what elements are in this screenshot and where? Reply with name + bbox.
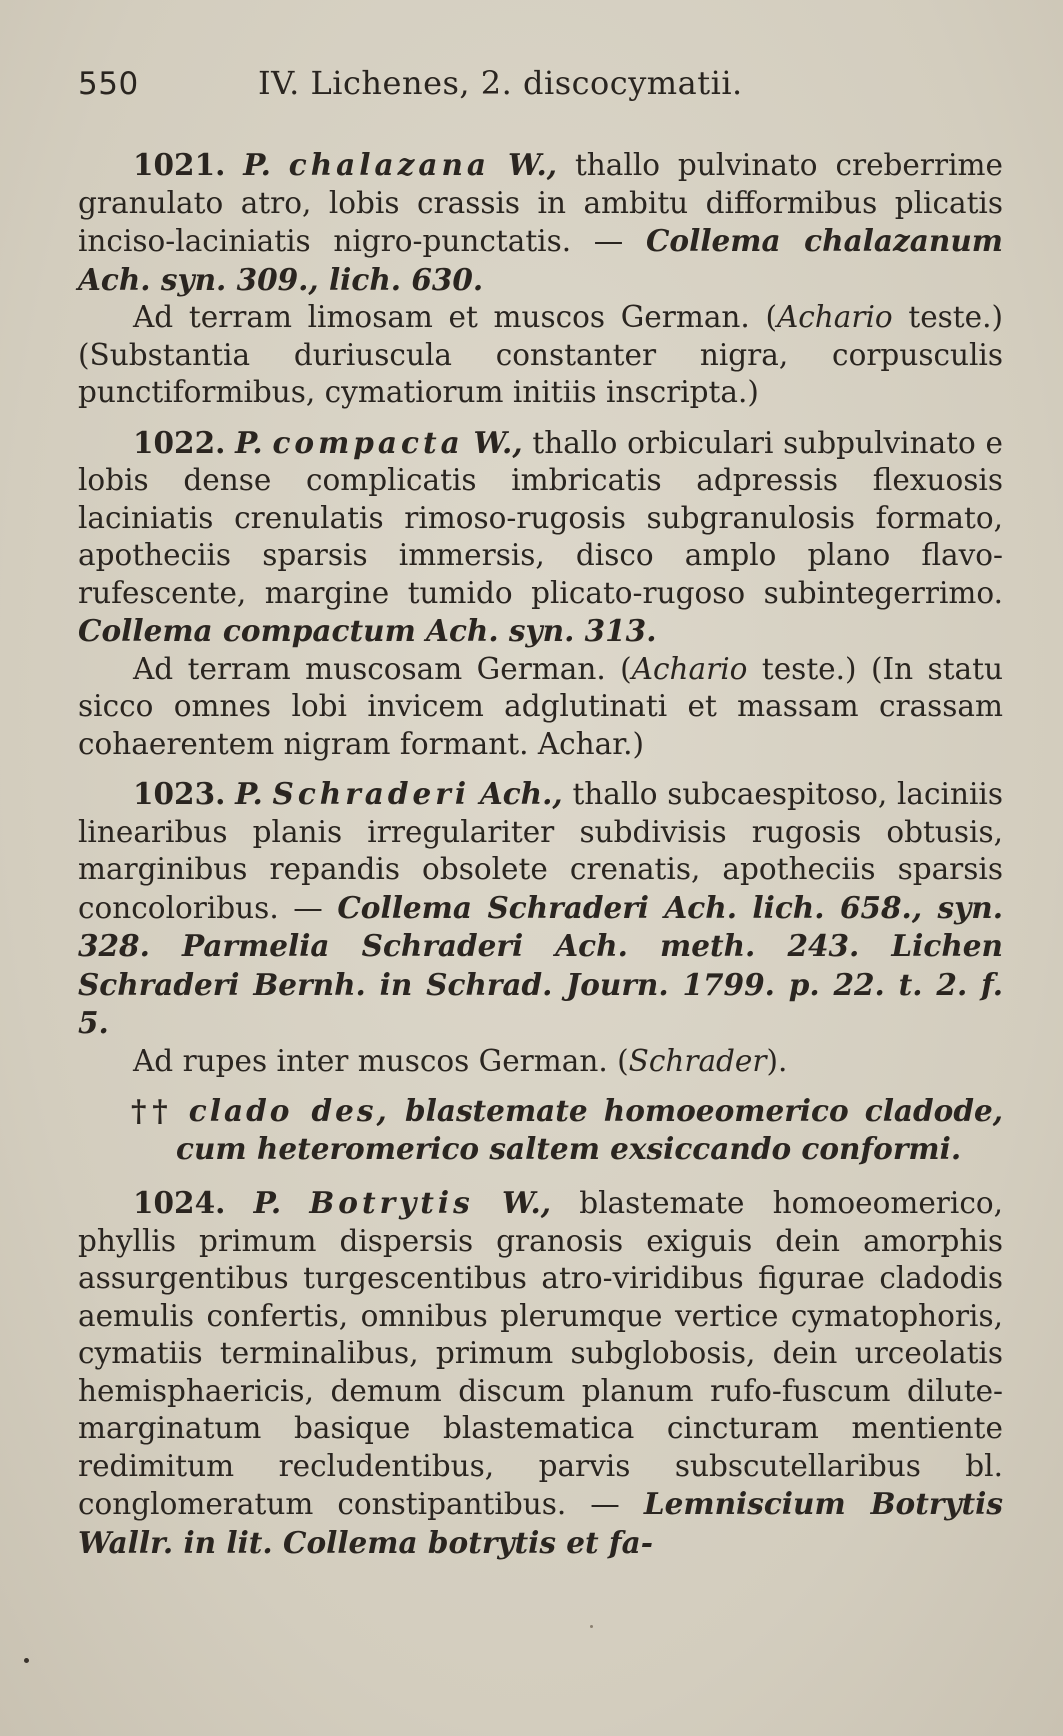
paper-speck: [590, 1625, 593, 1628]
paper-speck: [24, 1658, 29, 1663]
author-abbrev: W.,: [501, 1185, 552, 1220]
author-abbrev: W.,: [473, 424, 523, 460]
habitat-text: Ad terram limosam et muscos German. (: [133, 300, 777, 334]
author-abbrev: W.,: [507, 147, 558, 182]
habitat-1021: [78, 299, 1003, 412]
habitat-source: Schrader: [628, 1043, 767, 1078]
description: blastemate homoeomerico, phyllis primum dispersis granosis exiguis dein amorphis assurgentibus turgescentibus atro-viridibus figurae cladodis aemulis confertis, omnibus plerumque vertice cymatophoris, cymatiis terminalibus, primum subglobosis, dein urceolatis hemisphaericis, demum discum planum rufo-fuscum dilute-marginatum basique blastematica cincturam mentiente redimitum recludentibus, parvis subscutellaribus bl. conglomeratum constipantibus. —: [78, 1186, 1003, 1521]
species-epithet: chalazana: [288, 147, 491, 182]
entry-1021: [78, 146, 1003, 299]
entry-1022: [78, 424, 1003, 651]
habitat-text: Ad rupes inter muscos German. (: [133, 1043, 629, 1078]
page-number: 550: [78, 66, 139, 102]
description: thallo orbiculari subpulvinato e lobis dense complicatis imbricatis adpressis flexuosis laciniatis crenulatis rimoso-rugosis subgranulosis formato, apotheciis sparsis immersis, disco amplo plano flavo-rufescente, margine tumido plicato-rugoso subintegerrimo.: [78, 425, 1003, 610]
entry-number: 1022.: [133, 424, 226, 460]
habitat-text: Ad terram muscosam German. (: [133, 651, 632, 686]
running-head: [78, 64, 1003, 102]
entry-1023: [78, 775, 1003, 1043]
author-abbrev: Ach.,: [479, 776, 563, 811]
genus-abbrev: P.: [235, 776, 263, 811]
habitat-source: Achario: [631, 651, 748, 686]
habitat-1022: [78, 651, 1003, 764]
species-epithet: Botrytis: [309, 1185, 474, 1220]
synonymy: Collema compactum Ach. syn. 313.: [78, 613, 657, 648]
habitat-text-rest: ).: [766, 1043, 788, 1078]
genus-abbrev: P.: [253, 1185, 282, 1220]
genus-abbrev: P.: [243, 147, 271, 182]
species-epithet: compacta: [272, 424, 464, 460]
synonymy: Collema Schraderi Ach. lich. 658., syn. 328. Parmelia Schraderi Ach. meth. 243. Lichen Schraderi Bernh. in Schrad. Journ. 1799. p. 22. t. 2. f. 5.: [78, 889, 1004, 1040]
section-name: clado des,: [188, 1093, 390, 1128]
description: thallo pulvinato creberrime granulato atro, lobis crassis in ambitu difformibus plicatis inciso-laciniatis nigro-punctatis. —: [78, 148, 1003, 258]
habitat-1023: [78, 1043, 1003, 1081]
entry-number: 1024.: [133, 1185, 226, 1220]
synonymy: Collema chalazanum Ach. syn. 309., lich. 630.: [78, 223, 1003, 297]
genus-abbrev: P.: [235, 424, 263, 460]
section-marker: ††: [131, 1093, 174, 1128]
species-epithet: Schraderi: [272, 776, 471, 811]
habitat-text-rest: teste.) (In statu sicco omnes lobi invicem adglutinati et massam crassam cohaerentem nigram formant. Achar.): [78, 651, 1003, 761]
habitat-source: Achario: [776, 300, 893, 334]
section-description: blastemate homoeomerico cladode, cum heteromerico saltem exsiccando conformi.: [176, 1093, 1003, 1166]
entry-number: 1021.: [133, 147, 226, 182]
section-heading: [78, 1092, 1003, 1168]
running-title: IV. Lichenes, 2. discocymatii.: [258, 64, 743, 102]
entry-number: 1023.: [133, 776, 226, 811]
description: thallo subcaespitoso, laciniis linearibus planis irregulariter subdivisis rugosis obtusis, marginibus repandis obsolete crenatis, apotheciis sparsis concoloribus. —: [78, 777, 1003, 925]
entry-1024: [78, 1184, 1003, 1562]
habitat-text-rest: teste.) (Substantia duriuscula constanter nigra, corpusculis punctiformibus, cymatiorum initiis inscripta.): [78, 300, 1004, 409]
synonymy: Lemniscium Botrytis Wallr. in lit. Collema botrytis et fa-: [78, 1486, 1003, 1560]
